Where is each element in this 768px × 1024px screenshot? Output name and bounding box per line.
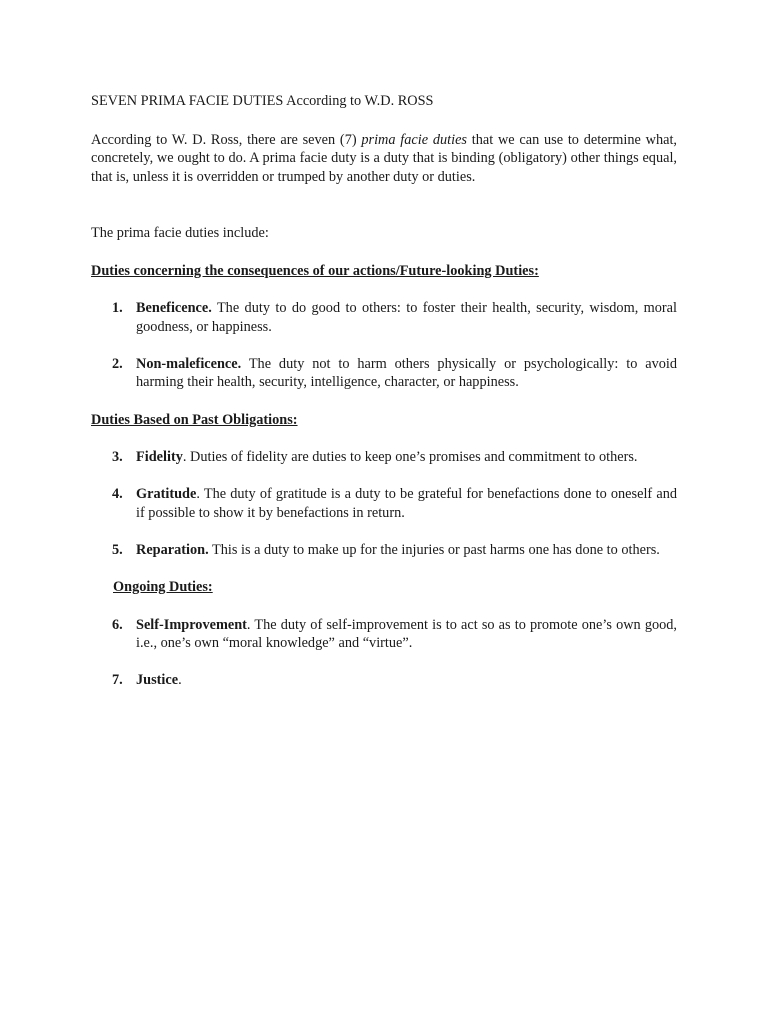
duty-number: 3.: [112, 449, 123, 465]
duty-name: Justice: [136, 672, 179, 688]
duty-number: 1.: [112, 300, 123, 316]
section-future-looking: [91, 262, 677, 392]
duty-name: Self-Improvement: [136, 616, 247, 633]
duty-number: 5.: [112, 541, 123, 558]
duty-name: Beneficence.: [136, 300, 212, 316]
intro-paragraph: [91, 131, 677, 187]
duty-name: Fidelity: [136, 449, 183, 465]
duty-number: 6.: [112, 616, 123, 633]
duty-item-fidelity: [91, 448, 677, 467]
intro-italic-term: prima facie duties: [361, 131, 467, 148]
duty-item-self-improvement: [91, 616, 677, 653]
duty-description: The duty not to harm others physically or psychologically: to avoid harming their health, security, intelligence, character, or happiness.: [136, 355, 677, 390]
duty-description: . The duty of self-improvement is to act so as to promote one’s own good, i.e., one’s own “moral knowledge” and “virtue”.: [136, 616, 677, 651]
duty-description: This is a duty to make up for the injuries or past harms one has done to others.: [208, 541, 660, 558]
duty-description: . Duties of fidelity are duties to keep one’s promises and commitment to others.: [182, 449, 638, 465]
include-line: The prima facie duties include:: [91, 225, 269, 241]
section-past-obligations: [91, 411, 677, 560]
duty-name: Non-maleficence.: [136, 355, 242, 372]
duty-name: Reparation.: [136, 541, 209, 558]
document-title: SEVEN PRIMA FACIE DUTIES According to W.D. ROSS: [91, 93, 434, 109]
duty-number: 4.: [112, 486, 123, 502]
duty-item-beneficence: [91, 299, 677, 336]
section-ongoing: [91, 578, 677, 690]
duty-item-justice: [91, 671, 677, 690]
intro-text-end: that we can use to determine what, concretely, we ought to do. A prima facie duty is a duty that is binding (obligatory) other things equal, that is, unless it is overridden or trumped by another duty or duties.: [91, 131, 677, 185]
duty-number: 2.: [112, 355, 123, 372]
section-heading: Duties concerning the consequences of our actions/Future-looking Duties:: [91, 262, 539, 279]
duty-list: [91, 299, 677, 392]
duty-item-reparation: [91, 541, 677, 560]
duty-name: Gratitude: [136, 486, 197, 502]
document-page: [91, 92, 677, 709]
duty-item-gratitude: [91, 485, 677, 522]
section-heading: Duties Based on Past Obligations:: [91, 411, 298, 428]
intro-text-start: According to W. D. Ross, there are seven (7): [91, 131, 362, 148]
duty-description: . The duty of gratitude is a duty to be grateful for benefactions done to oneself and if possible to show it by benefactions in return.: [136, 486, 677, 521]
section-heading: Ongoing Duties:: [113, 579, 213, 595]
duty-list: [91, 448, 677, 559]
duty-description: .: [178, 672, 182, 688]
duty-item-non-maleficence: [91, 355, 677, 392]
duty-description: The duty to do good to others: to foster their health, security, wisdom, moral goodness, or happiness.: [136, 300, 677, 335]
duty-number: 7.: [112, 672, 123, 688]
duty-list: [91, 616, 677, 690]
